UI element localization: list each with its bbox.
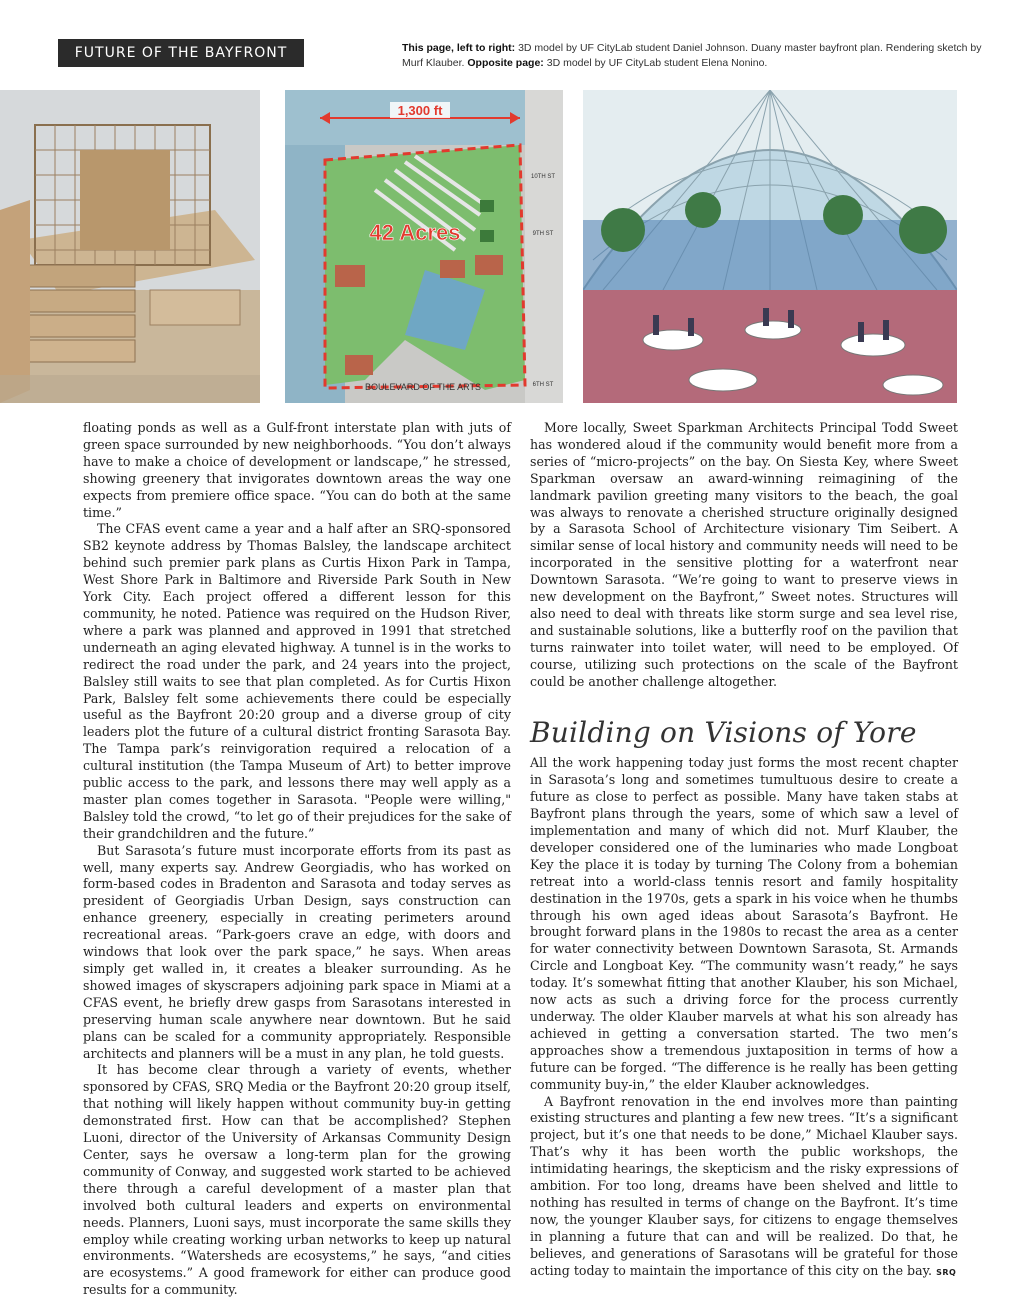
map-road-label: BOULEVARD OF THE ARTS [364, 382, 482, 392]
model-photo-1 [0, 90, 260, 403]
map-area-label: 42 Acres [369, 220, 461, 245]
model-illustration [0, 90, 260, 403]
caption-label-1: This page, left to right: [402, 42, 516, 54]
section-heading: Building on Visions of Yore [530, 715, 917, 749]
left-paragraph-3: But Sarasota’s future must incorporate efforts from its past as well, many experts say. Andrew Georgiadis, who has worked on form-based codes in Bradenton and Sarasota and today serves as president of Georgiadis Urban Design, says construction can enhance greenery, especially in creating perimeters around recreational areas. “Park-goers crave an edge, with doors and windows that look over the park space,” he says. When areas simply get walled in, it creates a bleaker surrounding. As he showed images of skyscrapers adjoining park space in Miami at a CFAS event, he briefly drew gasps from Sarasotans interested in preserving human scale anywhere near downtown. But he said plans can be scaled for a community appropriately. Responsible architects and planners will be a must in any plan, he told guests. [83, 842, 511, 1061]
right-paragraph-3-text: A Bayfront renovation in the end involves more than painting existing structures and planting a few new trees. “It’s a significant project, but it’s one that needs to be done,” Michael Klauber says. That’s why it has been worth the public workshops, the intimidating hearings, the skepticism and the risky expressions of ambition. For too long, dreams have been shelved and little to nothing has resulted in terms of change on the Bayfront. It’s time now, the younger Klauber says, for citizens to engage themselves in planning a future that can and will be realized. Do that, he believes, and generations of Sarasotans will be grateful for those acting today to maintain the importance of this city on the bay. [530, 1093, 958, 1278]
right-paragraph-1: More locally, Sweet Sparkman Architects Principal Todd Sweet has wondered aloud if the community would benefit more from a series of “micro-projects” on the bay. On Siesta Key, where Sweet Sparkman oversaw an award-winning reimagining of the landmark pavilion greeting many visitors to the beach, the goal was always to renovate a cherished structure originally designed by a Sarasota School of Architecture visionary Tim Seibert. A similar sense of local history and community needs will need to be incorporated in the sensitive plotting for a waterfront near Downtown Sarasota. “We’re going to want to preserve views in new development on the Bayfront,” Sweet notes. Structures will also need to deal with threats like storm surge and sea level rise, and sustainable solutions, like a butterfly roof on the pavilion that turns rainwater into toilet water, will need to be employed. Of course, utilizing such protections on the scale of the Bayfront could be another challenge altogether. [530, 420, 958, 689]
section-title: FUTURE OF THE BAYFRONT [74, 45, 288, 61]
left-paragraph-2: The CFAS event came a year and a half after an SRQ-sponsored SB2 keynote address by Thomas Balsley, the landscape architect behind such premier park plans as Curtis Hixon Park in Tampa, West Shore Park in Baltimore and Riverside Park South in New York City. Each project offered a different lesson for this community, he noted. Patience was required on the Hudson River, where a park was planned and approved in 1991 that stretched underneath an aging elevated highway. A tunnel is in the works to redirect the road under the park, and 24 years into the project, Balsley still waits to see that plan completed. As for Curtis Hixon Park, Balsley felt some achievements there could be especially useful as the Bayfront 20:20 group and a diverse group of city leaders plot the future of a cultural district fronting Sarasota Bay. The Tampa park’s reinvigoration required a relocation of a cultural institution (the Tampa Museum of Art) to better improve public access to the park, and lessons there may well apply as a master plan comes together in Sarasota. "People were willing," Balsley told the crowd, “to let go of their prejudices for the sake of their grandchildren and the future.” [83, 521, 511, 841]
section-tag [58, 39, 304, 67]
right-paragraph-2: All the work happening today just forms the most recent chapter in Sarasota’s long and sometimes tumultuous desire to create a future as close to perfect as possible. Many have taken stabs at Bayfront plans through the years, some of which saw a level of implementation and many of which did not. Murf Klauber, the developer considered one of the luminaries who made Longboat Key the place it is today by turning The Colony from a bohemian retreat into a world-class tennis resort and family hospitality destination in the 1970s, gets a spark in his voice when he thumbs through his own aged ideas about Sarasota’s Bayfront. He brought forward plans in the 1980s to recast the area as a center for water connectivity between Downtown Sarasota, St. Armands Circle and Longboat Key. “The community wasn’t ready,” he says today. It’s somewhat fitting that another Klauber, his son Michael, now acts as such a driving force for the process currently underway. The older Klauber marvels at what his son already has achieved in getting a conversation started. The two men’s approaches show a tremendous juxtaposition in terms of how a future can be forged. “The difference is he really has been getting community buy-in,” the elder Klauber acknowledges. [530, 755, 958, 1092]
caption-label-2: Opposite page: [467, 57, 544, 69]
master-plan-map [285, 90, 563, 403]
map-width-label: 1,300 ft [397, 103, 443, 118]
sketch-illustration [583, 90, 957, 403]
map-street-3: 6TH ST [532, 382, 554, 388]
end-mark: SRQ [936, 1267, 957, 1277]
right-column [530, 420, 958, 1282]
left-paragraph-4: It has become clear through a variety of events, whether sponsored by CFAS, SRQ Media or the Bayfront 20:20 group itself, that nothing will likely happen without community buy-in getting demonstrated first. How can that be accomplished? Stephen Luoni, director of the University of Arkansas Community Design Center, says he oversaw a long-term plan for the growing community of Conway, and suggested work started to be achieved there through a careful development of a master plan that involved both cultural leaders and experts on environmental needs. Planners, Luoni says, must incorporate the same skills they employ while creating working urban networks to keep up natural environments. “Watersheds are ecosystems,” he says, “and cities are ecosystems.” A good framework for either can produce good results for a community. [83, 1062, 511, 1298]
left-paragraph-1: floating ponds as well as a Gulf-front interstate plan with juts of green space surrounded by new neighborhoods. “You don’t always have to make a choice of development or landscape,” he stressed, showing greenery that invigorates downtown areas the way one expects from premiere office space. “You can do both at the same time.” [83, 420, 511, 520]
right-paragraph-3 [530, 1094, 958, 1282]
caption-text-1: 3D model by UF CityLab student Daniel Johnson. Duany master bayfront plan. Rendering sketch by Murf Klauber. [402, 42, 982, 69]
rendering-sketch [583, 90, 957, 403]
photo-caption [402, 41, 982, 71]
caption-text-2: 3D model by UF CityLab student Elena Nonino. [543, 57, 768, 69]
map-street-1: 10TH ST [530, 174, 556, 180]
left-column [83, 420, 511, 1299]
map-street-2: 9TH ST [532, 231, 554, 237]
map-illustration [285, 90, 563, 403]
